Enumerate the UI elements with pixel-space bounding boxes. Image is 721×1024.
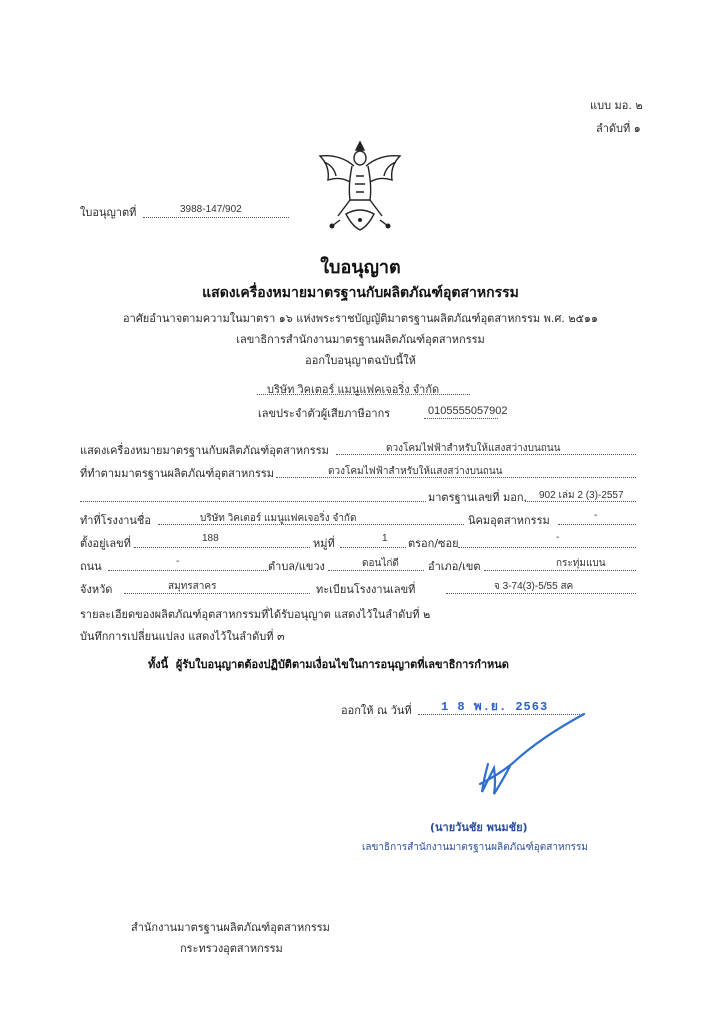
soi-value: - [556,532,560,543]
standard-value: ดวงโคมไฟฟ้าสำหรับให้แสงสว่างบนถนน [328,466,503,477]
moo-dotline [340,547,406,548]
estate-value: - [594,510,598,521]
document-subtitle: แสดงเครื่องหมายมาตรฐานกับผลิตภัณฑ์อุตสาหกรรม [202,285,519,301]
standard-label: ที่ทำตามมาตรฐานผลิตภัณฑ์อุตสาหกรรม [80,467,275,480]
tax-id-label: เลขประจำตัวผู้เสียภาษีอากร [258,407,391,420]
tax-id-dotline [424,418,498,419]
footer-office: สำนักงานมาตรฐานผลิตภัณฑ์อุตสาหกรรม [131,921,330,934]
sequence-number: ลำดับที่ ๑ [596,122,641,135]
licensee-company: บริษัท วิคเตอร์ แมนูแฟคเจอริ่ง จำกัด [267,384,440,396]
registration-value: จ 3-74(3)-5/55 สค [494,581,574,592]
tis-lead-dotline [80,501,426,502]
moo-label: หมู่ที่ [313,537,335,550]
address-dotline [134,547,310,548]
details-note: รายละเอียดของผลิตภัณฑ์อุตสาหกรรมที่ได้รับอนุญาต แสดงไว้ในลำดับที่ ๒ [80,608,431,621]
mark-value: ดวงโคมไฟฟ้าสำหรับให้แสงสว่างบนถนน [386,443,561,454]
license-number-value: 3988-147/902 [180,204,242,215]
license-number-label: ใบอนุญาตที่ [80,206,137,219]
tis-value: 902 เล่ม 2 (3)-2557 [539,490,624,501]
signatory-position: เลขาธิการสำนักงานมาตรฐานผลิตภัณฑ์อุตสาหกรรม [362,842,588,853]
soi-dotline [458,547,636,548]
issue-date-label: ออกให้ ณ วันที่ [341,704,412,717]
province-dotline [124,593,310,594]
issue-to-line: ออกใบอนุญาตฉบับนี้ให้ [305,354,416,367]
form-number: แบบ มอ. ๒ [590,99,643,112]
registration-label: ทะเบียนโรงงานเลขที่ [316,583,416,596]
subdistrict-value: ดอนไก่ดี [362,558,399,569]
factory-value: บริษัท วิคเตอร์ แมนูแฟคเจอริ่ง จำกัด [200,513,357,524]
tax-id-value: 0105555057902 [428,405,508,417]
condition-bold: ทั้งนี้ [148,658,169,671]
road-dotline [108,570,268,571]
road-label: ถนน [80,560,102,573]
province-label: จังหวัด [80,583,113,596]
issue-date-stamp: 1 8 พ.ย. 2563 [441,700,549,714]
estate-label: นิคมอุตสาหกรรม [468,514,550,527]
footer-ministry: กระทรวงอุตสาหกรรม [180,942,283,955]
condition-text: ผู้รับใบอนุญาตต้องปฏิบัติตามเงื่อนไขในการอนุญาตที่เลขาธิการกำหนด [175,658,509,671]
changes-note: บันทึกการเปลี่ยนแปลง แสดงไว้ในลำดับที่ ๓ [80,630,285,643]
signatory-name: (นายวันชัย พนมชัย) [430,821,528,834]
garuda-emblem [310,136,410,234]
district-value: กระทุ่มแบน [556,558,606,569]
secretary-line: เลขาธิการสำนักงานมาตรฐานผลิตภัณฑ์อุตสาหกรรม [236,333,485,346]
condition-statement [148,655,509,673]
handwritten-signature [470,712,590,802]
tis-label: มาตรฐานเลขที่ มอก. [428,491,528,504]
license-number-dotline [143,217,289,218]
moo-value: 1 [382,533,388,544]
soi-label: ตรอก/ซอย [408,537,459,550]
subdistrict-label: ตำบล/แขวง [268,560,325,573]
estate-dotline [558,524,636,525]
mark-label: แสดงเครื่องหมายมาตรฐานกับผลิตภัณฑ์อุตสาหกรรม [80,444,329,457]
province-value: สมุทรสาคร [168,581,217,592]
authority-line: อาศัยอำนาจตามความในมาตรา ๑๖ แห่งพระราชบัญญัติมาตรฐานผลิตภัณฑ์อุตสาหกรรม พ.ศ. ๒๕๑๑ [123,312,598,325]
address-value: 188 [202,533,219,544]
road-value: - [176,556,180,567]
factory-label: ทำที่โรงงานชื่อ [80,514,152,527]
document-title: ใบอนุญาต [320,257,401,278]
district-label: อำเภอ/เขต [428,560,481,573]
address-label: ตั้งอยู่เลขที่ [80,537,131,550]
